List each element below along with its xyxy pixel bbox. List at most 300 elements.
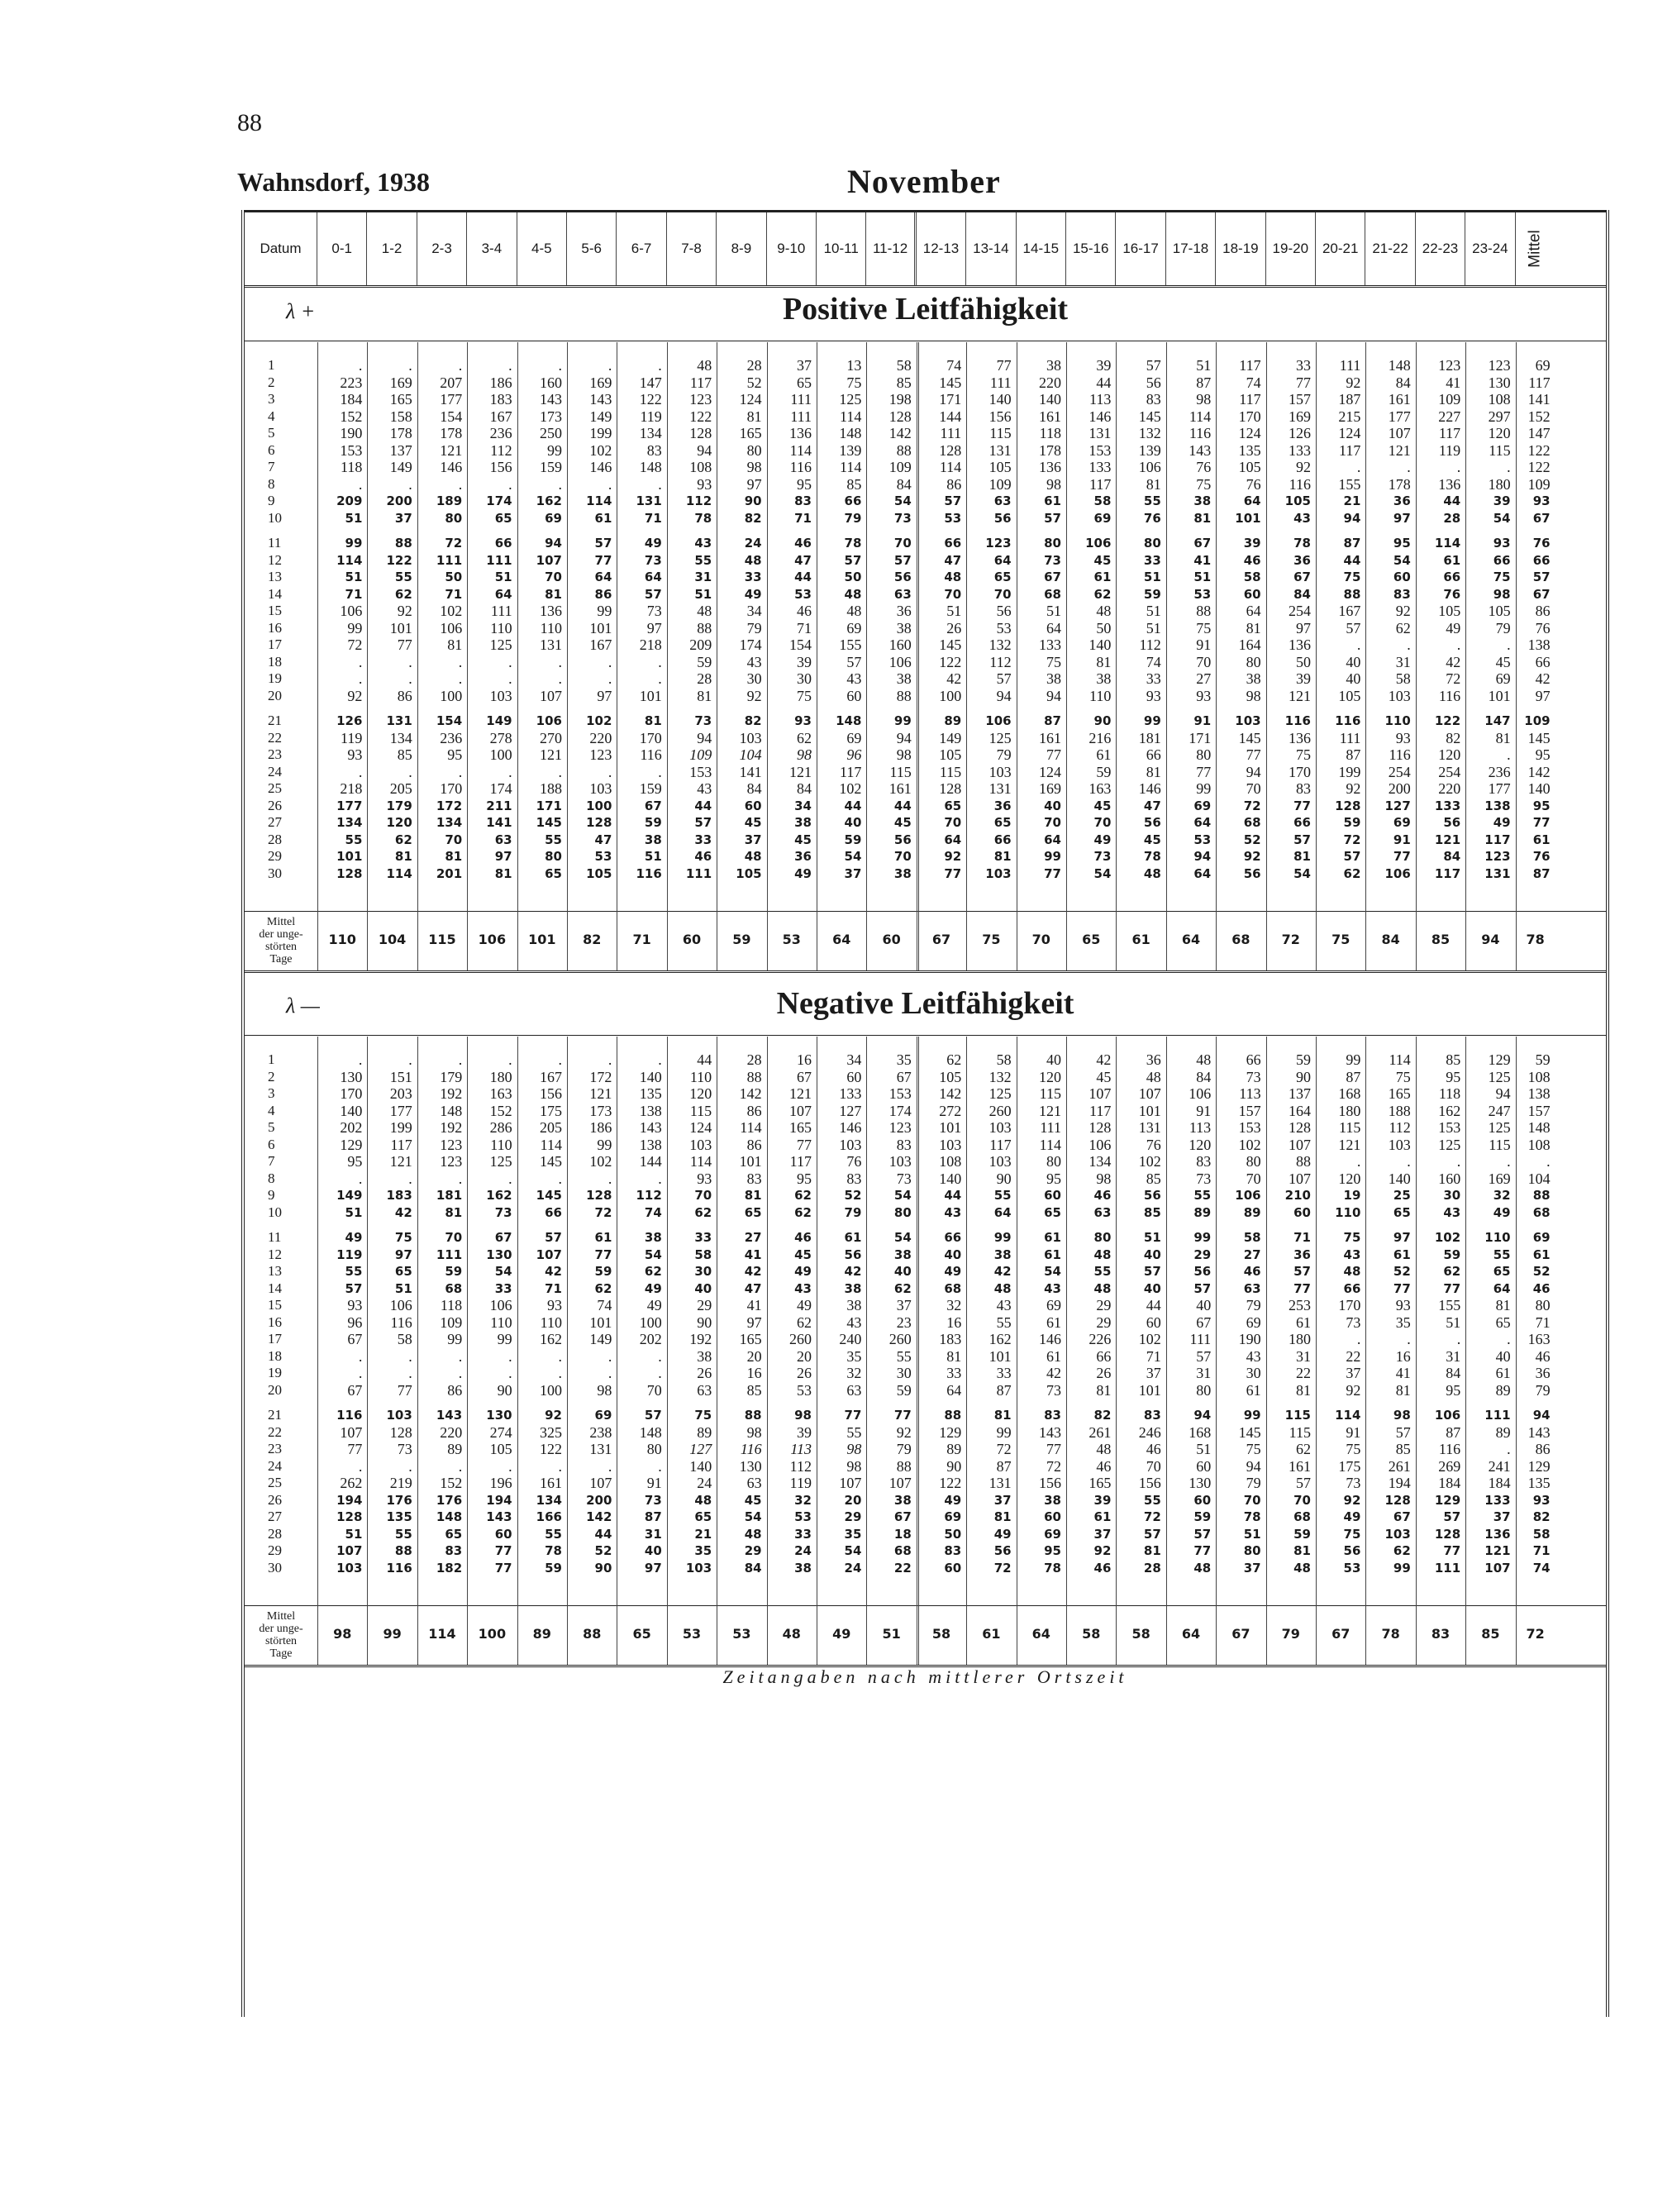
negative-value-cell: 192 bbox=[440, 1119, 463, 1136]
positive-value-cell: 66 bbox=[1532, 552, 1551, 568]
positive-value-cell: 170 bbox=[1238, 408, 1261, 425]
positive-value-cell: . bbox=[558, 670, 562, 687]
header-hour: 5-6 bbox=[567, 212, 617, 285]
negative-value-cell: 52 bbox=[1532, 1264, 1551, 1279]
positive-value-cell: 103 bbox=[739, 729, 762, 746]
header-mittel bbox=[1516, 212, 1555, 285]
positive-value-cell: 53 bbox=[944, 510, 962, 526]
negative-value-cell: 115 bbox=[1339, 1119, 1361, 1136]
negative-value-cell: 103 bbox=[839, 1136, 862, 1153]
positive-value-cell: 62 bbox=[1395, 619, 1411, 636]
positive-value-cell: 110 bbox=[490, 619, 512, 636]
positive-value-cell: 43 bbox=[1293, 510, 1311, 526]
positive-value-cell: 70 bbox=[893, 536, 912, 551]
positive-value-cell: 40 bbox=[844, 815, 862, 830]
positive-value-cell: 56 bbox=[1443, 815, 1461, 830]
positive-value-cell: 107 bbox=[1388, 425, 1411, 441]
positive-value-cell: 105 bbox=[736, 865, 762, 881]
negative-value-cell: 115 bbox=[1284, 1408, 1311, 1423]
positive-column-rule bbox=[567, 342, 568, 970]
positive-day-number: 25 bbox=[268, 780, 282, 796]
negative-value-cell: 61 bbox=[1246, 1381, 1261, 1399]
positive-value-cell: 99 bbox=[347, 619, 363, 636]
positive-value-cell: 236 bbox=[489, 425, 512, 441]
negative-value-cell: . bbox=[558, 1365, 562, 1381]
positive-value-cell: 39 bbox=[1295, 670, 1311, 687]
positive-value-cell: 56 bbox=[996, 603, 1012, 619]
negative-value-cell: 137 bbox=[1288, 1085, 1311, 1102]
positive-value-cell: 51 bbox=[946, 603, 962, 619]
positive-value-cell: 47 bbox=[594, 832, 612, 847]
negative-value-cell: 75 bbox=[1343, 1526, 1361, 1542]
negative-value-cell: 25 bbox=[1393, 1188, 1411, 1203]
negative-value-cell: 71 bbox=[1535, 1313, 1551, 1331]
positive-value-cell: 64 bbox=[594, 570, 612, 584]
positive-value-cell: 82 bbox=[744, 510, 762, 526]
positive-value-cell: 44 bbox=[1343, 552, 1361, 568]
positive-value-cell: 95 bbox=[796, 475, 812, 493]
positive-value-cell: 117 bbox=[689, 374, 712, 391]
negative-value-cell: 91 bbox=[1196, 1102, 1212, 1119]
negative-value-cell: 180 bbox=[489, 1068, 512, 1085]
positive-value-cell: 39 bbox=[1096, 357, 1112, 374]
positive-value-cell: 74 bbox=[946, 357, 962, 374]
negative-value-cell: 69 bbox=[1044, 1526, 1061, 1542]
positive-value-cell: 98 bbox=[896, 746, 912, 763]
positive-value-cell: 100 bbox=[489, 746, 512, 763]
negative-value-cell: 55 bbox=[394, 1526, 412, 1542]
negative-value-cell: 114 bbox=[1335, 1408, 1361, 1423]
negative-value-cell: 60 bbox=[1044, 1509, 1061, 1524]
negative-value-cell: 162 bbox=[1438, 1102, 1461, 1119]
positive-value-cell: 77 bbox=[1532, 815, 1551, 830]
negative-value-cell: 76 bbox=[1146, 1136, 1161, 1153]
positive-value-cell: 114 bbox=[789, 441, 812, 459]
positive-value-cell: 40 bbox=[1044, 798, 1061, 813]
negative-value-cell: 80 bbox=[893, 1204, 912, 1220]
negative-value-cell: 86 bbox=[1535, 1441, 1551, 1457]
positive-value-cell: 101 bbox=[336, 849, 363, 864]
negative-value-cell: 129 bbox=[1488, 1051, 1511, 1068]
header-hour: 18-19 bbox=[1216, 212, 1265, 285]
negative-value-cell: 67 bbox=[1393, 1509, 1411, 1524]
negative-value-cell: 53 bbox=[794, 1509, 812, 1524]
positive-table-row bbox=[245, 865, 1606, 883]
positive-mean-value: 110 bbox=[328, 932, 356, 947]
negative-value-cell: 152 bbox=[489, 1102, 512, 1119]
negative-value-cell: 125 bbox=[988, 1085, 1012, 1102]
positive-value-cell: 57 bbox=[944, 493, 962, 508]
positive-value-cell: 97 bbox=[494, 849, 512, 864]
negative-value-cell: 157 bbox=[1238, 1102, 1261, 1119]
positive-value-cell: 101 bbox=[1235, 510, 1261, 526]
positive-value-cell: 111 bbox=[989, 374, 1012, 391]
positive-value-cell: 47 bbox=[794, 552, 812, 568]
negative-value-cell: 112 bbox=[789, 1457, 812, 1475]
positive-value-cell: 87 bbox=[1044, 713, 1061, 728]
negative-value-cell: . bbox=[408, 1170, 412, 1187]
positive-value-cell: 136 bbox=[788, 425, 812, 441]
negative-value-cell: 62 bbox=[794, 1204, 812, 1220]
negative-value-cell: . bbox=[508, 1170, 512, 1187]
positive-value-cell: 98 bbox=[746, 459, 762, 475]
positive-table-row bbox=[245, 569, 1606, 586]
positive-mean-value: 64 bbox=[1181, 932, 1201, 947]
positive-value-cell: 70 bbox=[944, 815, 962, 830]
positive-day-number: 23 bbox=[268, 746, 282, 762]
negative-value-cell: 33 bbox=[946, 1365, 962, 1381]
negative-table-row bbox=[245, 1247, 1606, 1264]
negative-value-cell: 38 bbox=[844, 1280, 862, 1296]
positive-value-cell: 67 bbox=[1532, 586, 1551, 602]
positive-value-cell: 112 bbox=[685, 493, 712, 508]
negative-value-cell: 43 bbox=[794, 1280, 812, 1296]
negative-value-cell: 143 bbox=[486, 1509, 512, 1524]
positive-value-cell: . bbox=[1456, 459, 1461, 475]
positive-value-cell: 81 bbox=[697, 687, 712, 704]
negative-value-cell: 54 bbox=[844, 1543, 862, 1558]
negative-value-cell: 70 bbox=[1293, 1492, 1311, 1508]
positive-value-cell: 65 bbox=[944, 798, 962, 813]
positive-column-rule bbox=[667, 342, 668, 970]
positive-value-cell: 156 bbox=[988, 408, 1012, 425]
negative-value-cell: 46 bbox=[1535, 1347, 1551, 1365]
negative-value-cell: 87 bbox=[996, 1457, 1012, 1475]
negative-day-number: 7 bbox=[268, 1153, 275, 1169]
negative-value-cell: 129 bbox=[1527, 1457, 1551, 1475]
positive-value-cell: 60 bbox=[1243, 586, 1261, 602]
negative-value-cell: 57 bbox=[1295, 1475, 1311, 1491]
negative-value-cell: 38 bbox=[794, 1560, 812, 1576]
positive-value-cell: 111 bbox=[1339, 357, 1361, 374]
positive-value-cell: 111 bbox=[486, 552, 512, 568]
positive-value-cell: 64 bbox=[1246, 603, 1261, 619]
negative-value-cell: 38 bbox=[697, 1347, 712, 1365]
header-hour: 4-5 bbox=[517, 212, 567, 285]
negative-table-row bbox=[245, 1407, 1606, 1424]
positive-value-cell: 106 bbox=[1138, 459, 1161, 475]
positive-value-cell: 67 bbox=[1193, 536, 1212, 551]
negative-value-cell: 107 bbox=[1089, 1085, 1112, 1102]
negative-value-cell: 70 bbox=[445, 1230, 463, 1245]
negative-value-cell: 18 bbox=[893, 1526, 912, 1542]
negative-value-cell: 148 bbox=[639, 1423, 662, 1441]
negative-mean-value: 99 bbox=[383, 1626, 402, 1642]
positive-mean-value: 101 bbox=[528, 932, 556, 947]
negative-value-cell: 30 bbox=[694, 1264, 712, 1279]
positive-value-cell: 169 bbox=[389, 374, 412, 391]
positive-value-cell: 139 bbox=[1138, 441, 1161, 459]
negative-mean-label-line: störten bbox=[264, 1635, 298, 1647]
positive-value-cell: . bbox=[458, 670, 463, 687]
negative-day-number: 13 bbox=[268, 1263, 282, 1279]
positive-value-cell: . bbox=[1407, 459, 1411, 475]
negative-value-cell: 145 bbox=[539, 1153, 562, 1170]
negative-value-cell: 120 bbox=[1189, 1136, 1212, 1153]
negative-value-cell: 71 bbox=[1532, 1543, 1551, 1558]
negative-value-cell: 107 bbox=[839, 1475, 862, 1491]
negative-value-cell: 131 bbox=[1138, 1119, 1161, 1136]
positive-value-cell: 103 bbox=[988, 763, 1012, 780]
negative-column-rule bbox=[1316, 1037, 1317, 1665]
negative-value-cell: 72 bbox=[996, 1441, 1012, 1457]
positive-value-cell: 53 bbox=[1193, 832, 1212, 847]
positive-value-cell: 116 bbox=[789, 459, 812, 475]
positive-value-cell: 98 bbox=[1046, 475, 1061, 493]
negative-value-cell: 37 bbox=[1346, 1365, 1361, 1381]
positive-value-cell: 116 bbox=[636, 865, 662, 881]
negative-value-cell: 77 bbox=[397, 1381, 412, 1399]
positive-value-cell: 122 bbox=[1527, 459, 1551, 475]
negative-value-cell: 143 bbox=[639, 1119, 662, 1136]
positive-mean-top-rule bbox=[245, 911, 1606, 912]
positive-value-cell: 250 bbox=[539, 425, 562, 441]
negative-value-cell: 62 bbox=[644, 1264, 662, 1279]
negative-day-number: 20 bbox=[268, 1381, 282, 1398]
positive-column-rule bbox=[1365, 342, 1366, 970]
negative-value-cell: 260 bbox=[988, 1102, 1012, 1119]
negative-value-cell: 58 bbox=[397, 1331, 412, 1347]
positive-value-cell: . bbox=[558, 763, 562, 780]
header-hour: 9-10 bbox=[767, 212, 817, 285]
negative-day-number: 14 bbox=[268, 1280, 282, 1296]
negative-value-cell: 98 bbox=[1096, 1170, 1112, 1187]
positive-value-cell: 70 bbox=[1246, 780, 1261, 797]
negative-value-cell: 138 bbox=[1527, 1085, 1551, 1102]
positive-value-cell: 270 bbox=[539, 729, 562, 746]
negative-value-cell: 142 bbox=[586, 1509, 612, 1524]
positive-value-cell: . bbox=[607, 475, 612, 493]
positive-value-cell: 98 bbox=[796, 746, 812, 763]
positive-value-cell: 38 bbox=[644, 832, 662, 847]
negative-value-cell: 81 bbox=[1143, 1543, 1161, 1558]
negative-value-cell: 123 bbox=[440, 1136, 463, 1153]
positive-value-cell: . bbox=[358, 475, 363, 493]
positive-value-cell: 75 bbox=[1046, 653, 1061, 670]
negative-value-cell: 20 bbox=[746, 1347, 762, 1365]
positive-value-cell: 143 bbox=[539, 391, 562, 408]
positive-value-cell: 215 bbox=[1338, 408, 1361, 425]
positive-value-cell: 125 bbox=[489, 636, 512, 653]
negative-value-cell: 166 bbox=[536, 1509, 562, 1524]
positive-value-cell: 81 bbox=[394, 849, 412, 864]
positive-value-cell: 137 bbox=[389, 441, 412, 459]
positive-value-cell: 66 bbox=[1293, 815, 1311, 830]
positive-day-number: 30 bbox=[268, 865, 282, 881]
negative-value-cell: 77 bbox=[1293, 1280, 1311, 1296]
positive-value-cell: 128 bbox=[939, 780, 962, 797]
positive-value-cell: 38 bbox=[893, 865, 912, 881]
positive-value-cell: 63 bbox=[993, 493, 1012, 508]
positive-value-cell: 171 bbox=[939, 391, 962, 408]
positive-value-cell: 120 bbox=[1488, 425, 1511, 441]
positive-value-cell: 105 bbox=[988, 459, 1012, 475]
positive-value-cell: 121 bbox=[1388, 441, 1411, 459]
positive-value-cell: 92 bbox=[1346, 374, 1361, 391]
negative-value-cell: 63 bbox=[1093, 1204, 1112, 1220]
positive-value-cell: 99 bbox=[597, 603, 612, 619]
negative-value-cell: 65 bbox=[394, 1264, 412, 1279]
negative-value-cell: 44 bbox=[944, 1188, 962, 1203]
positive-mean-value: 104 bbox=[378, 932, 407, 947]
negative-mean-value: 83 bbox=[1431, 1626, 1451, 1642]
negative-value-cell: 128 bbox=[1434, 1526, 1461, 1542]
positive-value-cell: 49 bbox=[1493, 815, 1511, 830]
negative-value-cell: 173 bbox=[589, 1102, 612, 1119]
positive-value-cell: 66 bbox=[1443, 570, 1461, 584]
positive-value-cell: 63 bbox=[893, 586, 912, 602]
positive-value-cell: 139 bbox=[839, 441, 862, 459]
negative-value-cell: 73 bbox=[1346, 1475, 1361, 1491]
negative-value-cell: 253 bbox=[1288, 1297, 1311, 1313]
negative-value-cell: 45 bbox=[1096, 1068, 1112, 1085]
positive-value-cell: 81 bbox=[1096, 653, 1112, 670]
negative-value-cell: 82 bbox=[1532, 1509, 1551, 1524]
negative-value-cell: 57 bbox=[644, 1408, 662, 1423]
negative-value-cell: 57 bbox=[1293, 1264, 1311, 1279]
positive-value-cell: 75 bbox=[1196, 475, 1212, 493]
positive-mean-value: 64 bbox=[832, 932, 851, 947]
negative-value-cell: 169 bbox=[1488, 1170, 1511, 1187]
negative-value-cell: 121 bbox=[1038, 1102, 1061, 1119]
negative-value-cell: 127 bbox=[689, 1441, 712, 1457]
positive-column-rule bbox=[966, 342, 967, 970]
positive-value-cell: 51 bbox=[1046, 603, 1061, 619]
positive-value-cell: 69 bbox=[846, 619, 862, 636]
positive-value-cell: 86 bbox=[594, 586, 612, 602]
negative-value-cell: 136 bbox=[1484, 1526, 1511, 1542]
negative-value-cell: 73 bbox=[896, 1170, 912, 1187]
positive-value-cell: 72 bbox=[1243, 798, 1261, 813]
positive-value-cell: 77 bbox=[944, 865, 962, 881]
negative-value-cell: 62 bbox=[594, 1280, 612, 1296]
positive-value-cell: 101 bbox=[1488, 687, 1511, 704]
negative-value-cell: 28 bbox=[746, 1051, 762, 1068]
positive-value-cell: 49 bbox=[1446, 619, 1461, 636]
negative-value-cell: 56 bbox=[1343, 1543, 1361, 1558]
positive-value-cell: 145 bbox=[1238, 729, 1261, 746]
positive-value-cell: 128 bbox=[1335, 798, 1361, 813]
positive-value-cell: 79 bbox=[996, 746, 1012, 763]
negative-value-cell: 120 bbox=[1038, 1068, 1061, 1085]
positive-value-cell: . bbox=[1507, 746, 1511, 763]
positive-value-cell: 110 bbox=[540, 619, 562, 636]
positive-value-cell: 94 bbox=[1246, 763, 1261, 780]
negative-value-cell: 101 bbox=[739, 1153, 762, 1170]
header-hour: 21-22 bbox=[1365, 212, 1415, 285]
positive-value-cell: 67 bbox=[644, 798, 662, 813]
positive-day-number: 4 bbox=[268, 408, 275, 424]
positive-value-cell: 72 bbox=[347, 636, 363, 653]
negative-value-cell: 52 bbox=[844, 1188, 862, 1203]
positive-value-cell: 131 bbox=[988, 780, 1012, 797]
negative-value-cell: 24 bbox=[794, 1543, 812, 1558]
negative-value-cell: 114 bbox=[689, 1153, 712, 1170]
negative-value-cell: 274 bbox=[489, 1423, 512, 1441]
negative-value-cell: 88 bbox=[896, 1457, 912, 1475]
negative-value-cell: 103 bbox=[336, 1560, 363, 1576]
positive-value-cell: 93 bbox=[347, 746, 363, 763]
negative-value-cell: 99 bbox=[993, 1230, 1012, 1245]
negative-value-cell: 54 bbox=[893, 1188, 912, 1203]
positive-value-cell: 102 bbox=[440, 603, 463, 619]
negative-table-row bbox=[245, 1119, 1606, 1137]
positive-value-cell: 66 bbox=[1146, 746, 1161, 763]
positive-value-cell: . bbox=[508, 475, 512, 493]
positive-value-cell: 134 bbox=[389, 729, 412, 746]
positive-value-cell: 136 bbox=[1288, 729, 1311, 746]
negative-value-cell: . bbox=[1546, 1153, 1551, 1170]
positive-value-cell: 105 bbox=[1338, 687, 1361, 704]
negative-value-cell: 180 bbox=[1288, 1331, 1311, 1347]
positive-value-cell: 148 bbox=[839, 425, 862, 441]
positive-value-cell: 88 bbox=[394, 536, 412, 551]
positive-value-cell: 165 bbox=[739, 425, 762, 441]
negative-value-cell: 61 bbox=[1093, 1509, 1112, 1524]
positive-value-cell: 38 bbox=[1046, 357, 1061, 374]
negative-value-cell: 19 bbox=[1343, 1188, 1361, 1203]
negative-value-cell: 38 bbox=[846, 1297, 862, 1313]
negative-value-cell: 92 bbox=[1343, 1492, 1361, 1508]
positive-value-cell: . bbox=[558, 653, 562, 670]
negative-value-cell: 81 bbox=[445, 1204, 463, 1220]
negative-value-cell: 46 bbox=[794, 1230, 812, 1245]
positive-value-cell: 86 bbox=[397, 687, 412, 704]
positive-value-cell: 70 bbox=[1044, 815, 1061, 830]
positive-table-row bbox=[245, 713, 1606, 730]
negative-value-cell: 57 bbox=[345, 1280, 363, 1296]
positive-value-cell: 75 bbox=[1343, 570, 1361, 584]
negative-value-cell: 49 bbox=[646, 1297, 662, 1313]
negative-value-cell: 164 bbox=[1288, 1102, 1311, 1119]
negative-value-cell: 60 bbox=[846, 1068, 862, 1085]
positive-value-cell: 62 bbox=[1093, 586, 1112, 602]
negative-value-cell: 145 bbox=[1238, 1423, 1261, 1441]
positive-value-cell: 71 bbox=[794, 510, 812, 526]
positive-value-cell: 66 bbox=[1535, 653, 1551, 670]
positive-column-rule bbox=[317, 342, 318, 970]
positive-value-cell: 56 bbox=[1143, 815, 1161, 830]
negative-value-cell: 115 bbox=[689, 1102, 712, 1119]
negative-value-cell: 156 bbox=[539, 1085, 562, 1102]
positive-value-cell: 93 bbox=[794, 713, 812, 728]
negative-section-title: Negative Leitfähigkeit bbox=[776, 986, 1074, 1021]
positive-value-cell: 72 bbox=[1343, 832, 1361, 847]
positive-value-cell: 69 bbox=[1535, 357, 1551, 374]
negative-value-cell: 107 bbox=[589, 1475, 612, 1491]
positive-value-cell: 111 bbox=[790, 391, 812, 408]
positive-value-cell: 64 bbox=[1046, 619, 1061, 636]
negative-value-cell: 114 bbox=[1039, 1136, 1061, 1153]
header-hour: 1-2 bbox=[367, 212, 417, 285]
positive-value-cell: . bbox=[1456, 636, 1461, 653]
positive-table-row bbox=[245, 510, 1606, 527]
positive-value-cell: 123 bbox=[1484, 849, 1511, 864]
negative-value-cell: 73 bbox=[1196, 1170, 1212, 1187]
negative-value-cell: 67 bbox=[893, 1509, 912, 1524]
positive-value-cell: 127 bbox=[1384, 798, 1411, 813]
negative-day-number: 30 bbox=[268, 1559, 282, 1576]
negative-value-cell: 36 bbox=[1146, 1051, 1161, 1068]
negative-mean-value: 64 bbox=[1181, 1626, 1201, 1642]
positive-value-cell: 95 bbox=[1532, 798, 1551, 813]
negative-value-cell: 49 bbox=[794, 1264, 812, 1279]
negative-value-cell: 32 bbox=[1493, 1188, 1511, 1203]
negative-value-cell: 30 bbox=[896, 1365, 912, 1381]
positive-value-cell: 145 bbox=[1527, 729, 1551, 746]
negative-value-cell: 51 bbox=[1196, 1441, 1212, 1457]
negative-value-cell: 130 bbox=[486, 1247, 512, 1262]
